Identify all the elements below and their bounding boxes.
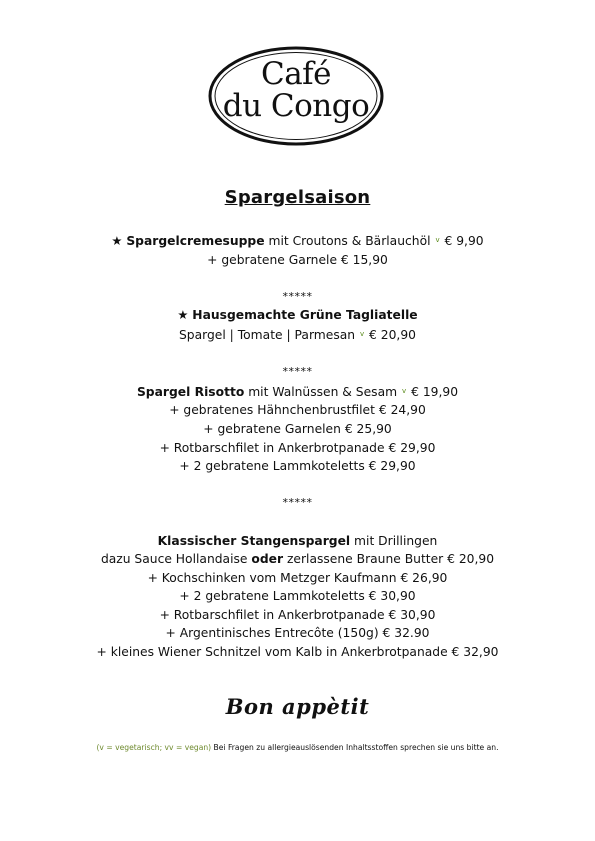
menu-list [0,186,595,662]
logo-line2: du Congo [222,88,370,124]
allergy-note: Bei Fragen zu allergieauslösenden Inhaltsstoffen sprechen sie uns bitte an. [211,743,499,752]
dish-or: oder [251,552,284,567]
dish-price: € 19,90 [407,384,459,399]
dish-line [0,382,595,402]
dish-name: Spargel Risotto [136,384,245,399]
dish-name: Klassischer Stangenspargel [157,533,351,548]
dish-line [0,306,595,325]
vegetarian-icon: v [359,329,365,338]
dish-desc: mit Croutons & Bärlauchöl [264,234,431,248]
star-icon: ★ [111,234,123,248]
dish-extra: + Rotbarschfilet in Ankerbrotpanade € 29,90 [159,440,436,455]
dish-price: € 9,90 [440,234,484,248]
dish-line [0,532,595,551]
page-title: Spargelsaison [224,187,371,208]
dish-extra: + Kochschinken vom Metzger Kaufmann € 26,90 [147,570,448,585]
separator: ***** [282,365,313,379]
dish-extra: + 2 gebratene Lammkoteletts € 29,90 [179,459,416,474]
footer-note [0,743,595,752]
dish-desc: Spargel | Tomate | Parmesan [179,327,356,342]
dish-extra: + Rotbarschfilet in Ankerbrotpanade € 30,90 [159,607,436,622]
dish-line [0,231,595,251]
diet-legend: (v = vegetarisch; vv = vegan) [96,743,212,752]
dish-desc: mit Walnüssen & Sesam [244,384,398,399]
vegetarian-icon: v [402,386,407,395]
dish-desc: mit Drillingen [350,533,438,548]
logo-line1: Café [260,56,332,92]
separator: ***** [282,289,313,303]
vegetarian-icon: v [435,236,440,244]
closing-text: Bon appètit [225,694,370,719]
dish-name: Hausgemachte Grüne Tagliatelle [192,308,418,323]
dish-price: € 20,90 [365,327,416,342]
dish-line [0,550,595,569]
cafe-logo [208,46,384,146]
separator: ***** [282,496,313,510]
dish-name: Spargelcremesuppe [126,234,265,248]
star-icon: ★ [177,308,189,323]
dish-extra: + Argentinisches Entrecôte (150g) € 32.90 [165,626,430,641]
dish-line [0,325,595,345]
dish-extra: + kleines Wiener Schnitzel vom Kalb in Ankerbrotpanade € 32,90 [96,645,499,660]
dish-extra: + 2 gebratene Lammkoteletts € 30,90 [179,589,416,604]
dish-extra: + gebratene Garnele € 15,90 [207,252,388,267]
dish-extra: + gebratenes Hähnchenbrustfilet € 24,90 [169,403,426,418]
dish-extra: + gebratene Garnelen € 25,90 [203,421,392,436]
dish-desc: dazu Sauce Hollandaise [100,552,252,567]
dish-desc: zerlassene Braune Butter € 20,90 [283,552,495,567]
